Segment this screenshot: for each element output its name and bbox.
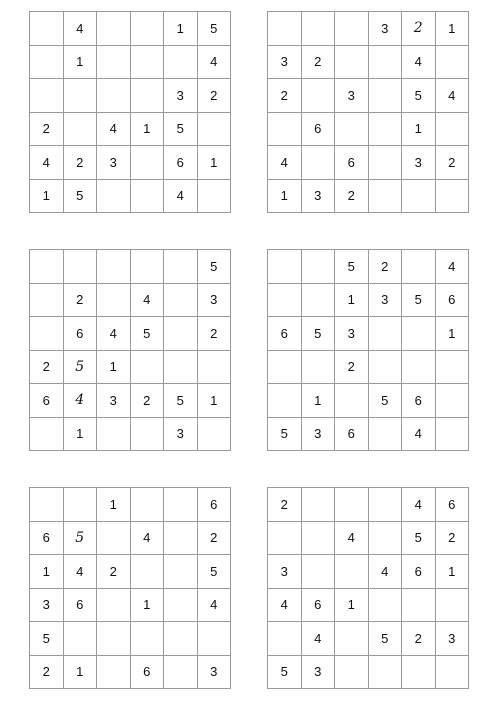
sudoku-cell[interactable] (97, 12, 131, 46)
sudoku-cell[interactable]: 4 (97, 113, 131, 147)
sudoku-cell[interactable]: 2 (268, 488, 302, 522)
sudoku-cell[interactable] (369, 46, 403, 80)
sudoku-cell[interactable]: 1 (64, 418, 98, 452)
sudoku-cell[interactable]: 1 (64, 46, 98, 80)
sudoku-cell[interactable] (64, 622, 98, 656)
sudoku-cell[interactable]: 2 (402, 12, 436, 46)
sudoku-cell[interactable]: 3 (369, 12, 403, 46)
sudoku-cell[interactable] (335, 46, 369, 80)
sudoku-cell[interactable] (302, 555, 336, 589)
sudoku-cell[interactable]: 1 (198, 146, 232, 180)
sudoku-cell[interactable]: 4 (30, 146, 64, 180)
sudoku-cell[interactable]: 4 (436, 79, 470, 113)
sudoku-cell[interactable]: 1 (30, 555, 64, 589)
sudoku-cell[interactable]: 1 (436, 317, 470, 351)
sudoku-cell[interactable]: 5 (268, 656, 302, 690)
sudoku-cell[interactable] (402, 317, 436, 351)
sudoku-cell[interactable] (335, 113, 369, 147)
sudoku-cell[interactable]: 2 (97, 555, 131, 589)
sudoku-cell[interactable] (198, 351, 232, 385)
sudoku-cell[interactable]: 6 (402, 555, 436, 589)
sudoku-cell[interactable] (369, 351, 403, 385)
sudoku-cell[interactable] (97, 284, 131, 318)
sudoku-cell[interactable]: 5 (64, 180, 98, 214)
sudoku-cell[interactable] (268, 522, 302, 556)
sudoku-cell[interactable]: 4 (436, 250, 470, 284)
sudoku-cell[interactable] (97, 622, 131, 656)
sudoku-cell[interactable] (335, 12, 369, 46)
sudoku-cell[interactable]: 2 (64, 284, 98, 318)
sudoku-cell[interactable]: 3 (268, 46, 302, 80)
sudoku-cell[interactable]: 1 (402, 113, 436, 147)
sudoku-cell[interactable]: 6 (198, 488, 232, 522)
sudoku-cell[interactable] (369, 113, 403, 147)
sudoku-cell[interactable]: 5 (64, 522, 98, 556)
sudoku-cell[interactable]: 3 (164, 79, 198, 113)
sudoku-cell[interactable]: 5 (268, 418, 302, 452)
sudoku-cell[interactable]: 3 (302, 418, 336, 452)
sudoku-cell[interactable]: 4 (131, 522, 165, 556)
sudoku-cell[interactable]: 5 (64, 351, 98, 385)
sudoku-cell[interactable] (369, 589, 403, 623)
sudoku-cell[interactable] (97, 46, 131, 80)
sudoku-cell[interactable] (30, 250, 64, 284)
sudoku-cell[interactable]: 6 (436, 488, 470, 522)
sudoku-cell[interactable]: 3 (198, 656, 232, 690)
sudoku-cell[interactable] (402, 656, 436, 690)
sudoku-cell[interactable] (369, 79, 403, 113)
sudoku-cell[interactable] (436, 589, 470, 623)
sudoku-cell[interactable] (436, 384, 470, 418)
sudoku-cell[interactable]: 1 (30, 180, 64, 214)
sudoku-cell[interactable]: 5 (164, 384, 198, 418)
sudoku-cell[interactable] (64, 113, 98, 147)
sudoku-cell[interactable]: 3 (402, 146, 436, 180)
sudoku-cell[interactable]: 1 (164, 12, 198, 46)
sudoku-cell[interactable]: 4 (402, 418, 436, 452)
sudoku-cell[interactable] (131, 351, 165, 385)
sudoku-cell[interactable]: 6 (268, 317, 302, 351)
sudoku-cell[interactable]: 4 (402, 46, 436, 80)
sudoku-cell[interactable]: 4 (268, 146, 302, 180)
sudoku-cell[interactable] (198, 180, 232, 214)
sudoku-cell[interactable] (268, 250, 302, 284)
sudoku-cell[interactable]: 1 (97, 488, 131, 522)
sudoku-cell[interactable] (131, 622, 165, 656)
sudoku-cell[interactable] (97, 589, 131, 623)
sudoku-cell[interactable]: 2 (30, 113, 64, 147)
sudoku-cell[interactable] (97, 250, 131, 284)
sudoku-cell[interactable]: 5 (164, 113, 198, 147)
sudoku-cell[interactable] (436, 113, 470, 147)
sudoku-cell[interactable] (131, 79, 165, 113)
sudoku-cell[interactable] (335, 555, 369, 589)
sudoku-cell[interactable] (302, 284, 336, 318)
sudoku-cell[interactable]: 1 (335, 284, 369, 318)
sudoku-cell[interactable]: 2 (436, 146, 470, 180)
sudoku-cell[interactable] (436, 656, 470, 690)
sudoku-cell[interactable]: 1 (436, 12, 470, 46)
sudoku-cell[interactable] (302, 79, 336, 113)
sudoku-cell[interactable] (97, 180, 131, 214)
sudoku-cell[interactable]: 3 (436, 622, 470, 656)
sudoku-cell[interactable]: 3 (30, 589, 64, 623)
sudoku-cell[interactable]: 2 (302, 46, 336, 80)
sudoku-cell[interactable] (436, 418, 470, 452)
sudoku-cell[interactable]: 3 (268, 555, 302, 589)
sudoku-cell[interactable]: 2 (335, 351, 369, 385)
sudoku-cell[interactable] (402, 250, 436, 284)
sudoku-cell[interactable] (97, 418, 131, 452)
sudoku-cell[interactable] (97, 656, 131, 690)
sudoku-cell[interactable]: 6 (30, 522, 64, 556)
sudoku-cell[interactable] (402, 589, 436, 623)
sudoku-cell[interactable] (64, 79, 98, 113)
sudoku-cell[interactable]: 2 (198, 522, 232, 556)
sudoku-cell[interactable] (402, 180, 436, 214)
sudoku-cell[interactable]: 6 (30, 384, 64, 418)
sudoku-cell[interactable]: 1 (97, 351, 131, 385)
sudoku-cell[interactable] (164, 589, 198, 623)
sudoku-cell[interactable]: 4 (64, 384, 98, 418)
sudoku-cell[interactable] (131, 180, 165, 214)
sudoku-cell[interactable]: 1 (131, 113, 165, 147)
sudoku-cell[interactable] (302, 522, 336, 556)
sudoku-cell[interactable] (302, 250, 336, 284)
sudoku-cell[interactable] (436, 180, 470, 214)
sudoku-cell[interactable] (369, 146, 403, 180)
sudoku-cell[interactable] (335, 384, 369, 418)
sudoku-cell[interactable] (335, 622, 369, 656)
sudoku-cell[interactable]: 6 (436, 284, 470, 318)
sudoku-cell[interactable] (164, 46, 198, 80)
sudoku-cell[interactable]: 1 (268, 180, 302, 214)
sudoku-cell[interactable] (131, 12, 165, 46)
sudoku-cell[interactable]: 5 (198, 250, 232, 284)
sudoku-cell[interactable]: 4 (198, 589, 232, 623)
sudoku-cell[interactable]: 2 (369, 250, 403, 284)
sudoku-cell[interactable]: 6 (64, 589, 98, 623)
sudoku-cell[interactable]: 4 (64, 555, 98, 589)
sudoku-cell[interactable] (164, 555, 198, 589)
sudoku-cell[interactable]: 6 (64, 317, 98, 351)
sudoku-cell[interactable]: 1 (335, 589, 369, 623)
sudoku-cell[interactable]: 3 (335, 317, 369, 351)
sudoku-cell[interactable]: 1 (302, 384, 336, 418)
sudoku-cell[interactable] (131, 555, 165, 589)
sudoku-cell[interactable] (198, 113, 232, 147)
sudoku-cell[interactable]: 3 (97, 146, 131, 180)
sudoku-cell[interactable]: 4 (164, 180, 198, 214)
sudoku-cell[interactable]: 2 (198, 79, 232, 113)
sudoku-cell[interactable] (131, 250, 165, 284)
sudoku-cell[interactable]: 1 (64, 656, 98, 690)
sudoku-cell[interactable]: 3 (97, 384, 131, 418)
sudoku-cell[interactable] (164, 488, 198, 522)
sudoku-cell[interactable]: 5 (198, 555, 232, 589)
sudoku-cell[interactable]: 2 (402, 622, 436, 656)
sudoku-grid-4 (267, 249, 469, 451)
sudoku-cell[interactable] (131, 418, 165, 452)
sudoku-cell[interactable]: 4 (198, 46, 232, 80)
sudoku-cell[interactable] (436, 351, 470, 385)
sudoku-cell[interactable] (164, 284, 198, 318)
sudoku-cell[interactable]: 4 (369, 555, 403, 589)
sudoku-cell[interactable] (30, 12, 64, 46)
sudoku-cell[interactable] (30, 46, 64, 80)
sudoku-cell[interactable]: 5 (198, 12, 232, 46)
sudoku-cell[interactable]: 5 (30, 622, 64, 656)
sudoku-cell[interactable]: 4 (335, 522, 369, 556)
sudoku-cell[interactable] (268, 351, 302, 385)
sudoku-grid-6 (267, 487, 469, 689)
sudoku-cell[interactable] (302, 146, 336, 180)
sudoku-cell[interactable]: 5 (402, 79, 436, 113)
sudoku-cell[interactable] (198, 622, 232, 656)
sudoku-cell[interactable]: 3 (335, 79, 369, 113)
sudoku-grid-3 (29, 249, 231, 451)
sudoku-cell[interactable]: 5 (335, 250, 369, 284)
sudoku-cell[interactable] (64, 488, 98, 522)
sudoku-cell[interactable]: 3 (369, 284, 403, 318)
sudoku-cell[interactable] (164, 250, 198, 284)
sudoku-cell[interactable]: 6 (335, 418, 369, 452)
sudoku-cell[interactable] (369, 418, 403, 452)
sudoku-cell[interactable] (30, 317, 64, 351)
sudoku-grid-5 (29, 487, 231, 689)
sudoku-cell[interactable] (164, 317, 198, 351)
sudoku-cell[interactable] (131, 488, 165, 522)
sudoku-cell[interactable] (302, 351, 336, 385)
sudoku-cell[interactable]: 4 (302, 622, 336, 656)
sudoku-cell[interactable] (30, 488, 64, 522)
sudoku-cell[interactable]: 5 (369, 384, 403, 418)
sudoku-cell[interactable] (164, 522, 198, 556)
sudoku-cell[interactable]: 5 (369, 622, 403, 656)
sudoku-cell[interactable]: 4 (402, 488, 436, 522)
sudoku-cell[interactable]: 1 (131, 589, 165, 623)
sudoku-cell[interactable]: 1 (436, 555, 470, 589)
sudoku-cell[interactable] (97, 79, 131, 113)
sudoku-cell[interactable]: 2 (64, 146, 98, 180)
sudoku-cell[interactable]: 5 (402, 284, 436, 318)
sudoku-cell[interactable]: 3 (164, 418, 198, 452)
sudoku-cell[interactable] (369, 317, 403, 351)
sudoku-cell[interactable]: 6 (302, 113, 336, 147)
sudoku-cell[interactable] (268, 113, 302, 147)
sudoku-cell[interactable]: 5 (131, 317, 165, 351)
sudoku-cell[interactable] (302, 12, 336, 46)
sudoku-cell[interactable]: 4 (97, 317, 131, 351)
sudoku-cell[interactable] (164, 351, 198, 385)
sudoku-cell[interactable]: 2 (131, 384, 165, 418)
sudoku-cell[interactable]: 3 (302, 180, 336, 214)
sudoku-cell[interactable] (97, 522, 131, 556)
sudoku-cell[interactable]: 2 (436, 522, 470, 556)
sudoku-cell[interactable] (30, 284, 64, 318)
sudoku-cell[interactable]: 4 (64, 12, 98, 46)
sudoku-cell[interactable] (164, 656, 198, 690)
sudoku-cell[interactable]: 1 (198, 384, 232, 418)
sudoku-cell[interactable] (268, 284, 302, 318)
sudoku-cell[interactable]: 2 (268, 79, 302, 113)
sudoku-cell[interactable]: 4 (131, 284, 165, 318)
sudoku-cell[interactable]: 6 (302, 589, 336, 623)
sudoku-cell[interactable]: 6 (131, 656, 165, 690)
sudoku-cell[interactable] (131, 146, 165, 180)
sudoku-cell[interactable] (198, 418, 232, 452)
sudoku-cell[interactable] (335, 488, 369, 522)
sudoku-cell[interactable] (268, 384, 302, 418)
sudoku-cell[interactable] (268, 12, 302, 46)
sudoku-cell[interactable]: 2 (335, 180, 369, 214)
sudoku-cell[interactable] (131, 46, 165, 80)
sudoku-cell[interactable]: 3 (198, 284, 232, 318)
sudoku-cell[interactable]: 5 (402, 522, 436, 556)
sudoku-cell[interactable] (30, 79, 64, 113)
sudoku-cell[interactable] (164, 622, 198, 656)
sudoku-cell[interactable]: 2 (30, 351, 64, 385)
sudoku-cell[interactable]: 4 (268, 589, 302, 623)
sudoku-cell[interactable] (64, 250, 98, 284)
sudoku-cell[interactable]: 6 (164, 146, 198, 180)
sudoku-cell[interactable] (369, 488, 403, 522)
sudoku-cell[interactable] (335, 656, 369, 690)
sudoku-cell[interactable]: 3 (302, 656, 336, 690)
sudoku-cell[interactable] (302, 488, 336, 522)
sudoku-cell[interactable] (30, 418, 64, 452)
sudoku-cell[interactable] (369, 522, 403, 556)
sudoku-grid-2 (267, 11, 469, 213)
sudoku-cell[interactable] (436, 46, 470, 80)
sudoku-cell[interactable]: 5 (302, 317, 336, 351)
sudoku-cell[interactable]: 2 (198, 317, 232, 351)
sudoku-cell[interactable] (402, 351, 436, 385)
sudoku-cell[interactable] (268, 622, 302, 656)
sudoku-grid-1 (29, 11, 231, 213)
sudoku-cell[interactable]: 2 (30, 656, 64, 690)
sudoku-cell[interactable]: 6 (335, 146, 369, 180)
sudoku-cell[interactable] (369, 180, 403, 214)
sudoku-cell[interactable] (369, 656, 403, 690)
sudoku-cell[interactable]: 6 (402, 384, 436, 418)
